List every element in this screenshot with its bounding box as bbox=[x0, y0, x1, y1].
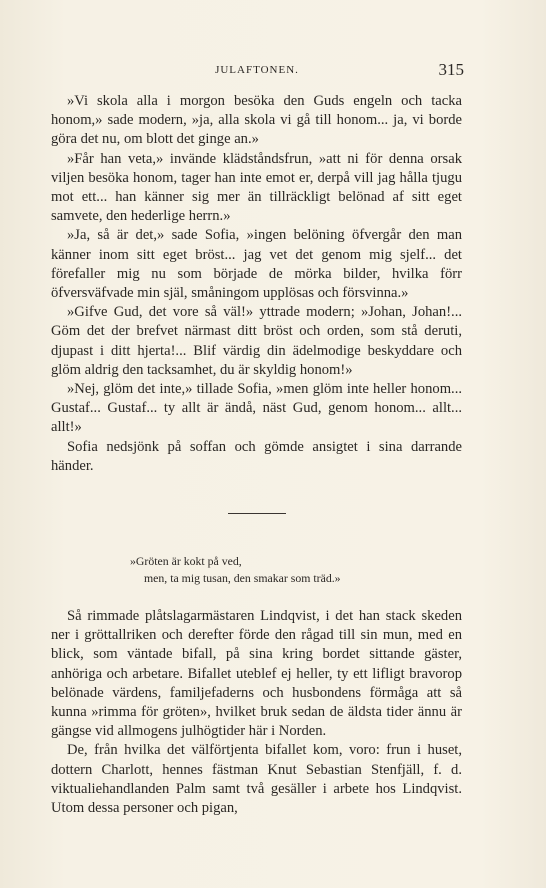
text-block-top bbox=[51, 92, 462, 476]
paragraph: De, från hvilka det välförtjenta bifallet kom, voro: frun i huset, dottern Charlott, hennes fästman Knut Sebastian Stenfjäll, f. d. viktualiehandlanden Palm samt två gesäller i arbete hos Lindqvist. Utom dessa personer och pigan, bbox=[51, 742, 462, 817]
chapter-title: JULAFTONEN. bbox=[215, 64, 299, 76]
paragraph: »Gifve Gud, det vore så väl!» yttrade modern; »Johan, Johan!... Göm det der brefvet närmast ditt bröst och orden, som stå deruti, djupast i ditt hjerta!... Blif värdig din ädelmodige beskyddare och glöm aldrig den tacksamhet, du är skyldig honom!» bbox=[51, 304, 462, 378]
paragraph: »Får han veta,» invände klädståndsfrun, »att ni för denna orsak viljen besöka honom, tager han inte emot er, derpå vill jag hålla tjugu mot ett... han känner sig mer än tillräckligt belönad af sitt eget samvete, den hederlige herrn.» bbox=[51, 150, 462, 225]
running-header bbox=[50, 60, 464, 80]
paragraph: »Nej, glöm det inte,» tillade Sofia, »men glöm inte heller honom... Gustaf... Gustaf... ty allt är ändå, näst Gud, genom honom... allt... allt!» bbox=[51, 381, 462, 436]
verse-line: »Gröten är kokt på ved, bbox=[130, 554, 242, 568]
verse-line: men, ta mig tusan, den smakar som träd.» bbox=[144, 571, 341, 585]
section-divider bbox=[228, 513, 286, 514]
paragraph: »Ja, så är det,» sade Sofia, »ingen belöning öfvergår den man känner inom sitt eget bröst... jag vet det genom mig sjelf... det förefaller mig nu som började de mörka bilder, hvilka förr öfversväfvade min själ, småningom upplösas och försvinna.» bbox=[51, 227, 462, 302]
paragraph: Så rimmade plåtslagarmästaren Lindqvist, i det han stack skeden ner i gröttallriken och derefter förde den rågad till sin mun, med en blick, som väntade bifall, på sina kring bordet sittande gäster, anhöriga och arbetare. Bifallet uteblef ej heller, ty ett lifligt bravorop belönade värdens, familjefaderns och husbondens förmåga att så kunna »rimma för gröten», hvilket bruk sedan de äldsta tider ännu är gängse vid allmogens julhögtider här i Norden. bbox=[51, 608, 462, 740]
paragraph: »Vi skola alla i morgon besöka den Guds engeln och tacka honom,» sade modern, »ja, alla skola vi gå till honom... ja, vi borde göra det nu, om blott det ginge an.» bbox=[51, 93, 462, 148]
verse-quote bbox=[130, 553, 341, 587]
page-number: 315 bbox=[438, 60, 464, 79]
text-block-bottom bbox=[51, 607, 462, 818]
paragraph: Sofia nedsjönk på soffan och gömde ansigtet i sina darrande händer. bbox=[51, 438, 462, 474]
